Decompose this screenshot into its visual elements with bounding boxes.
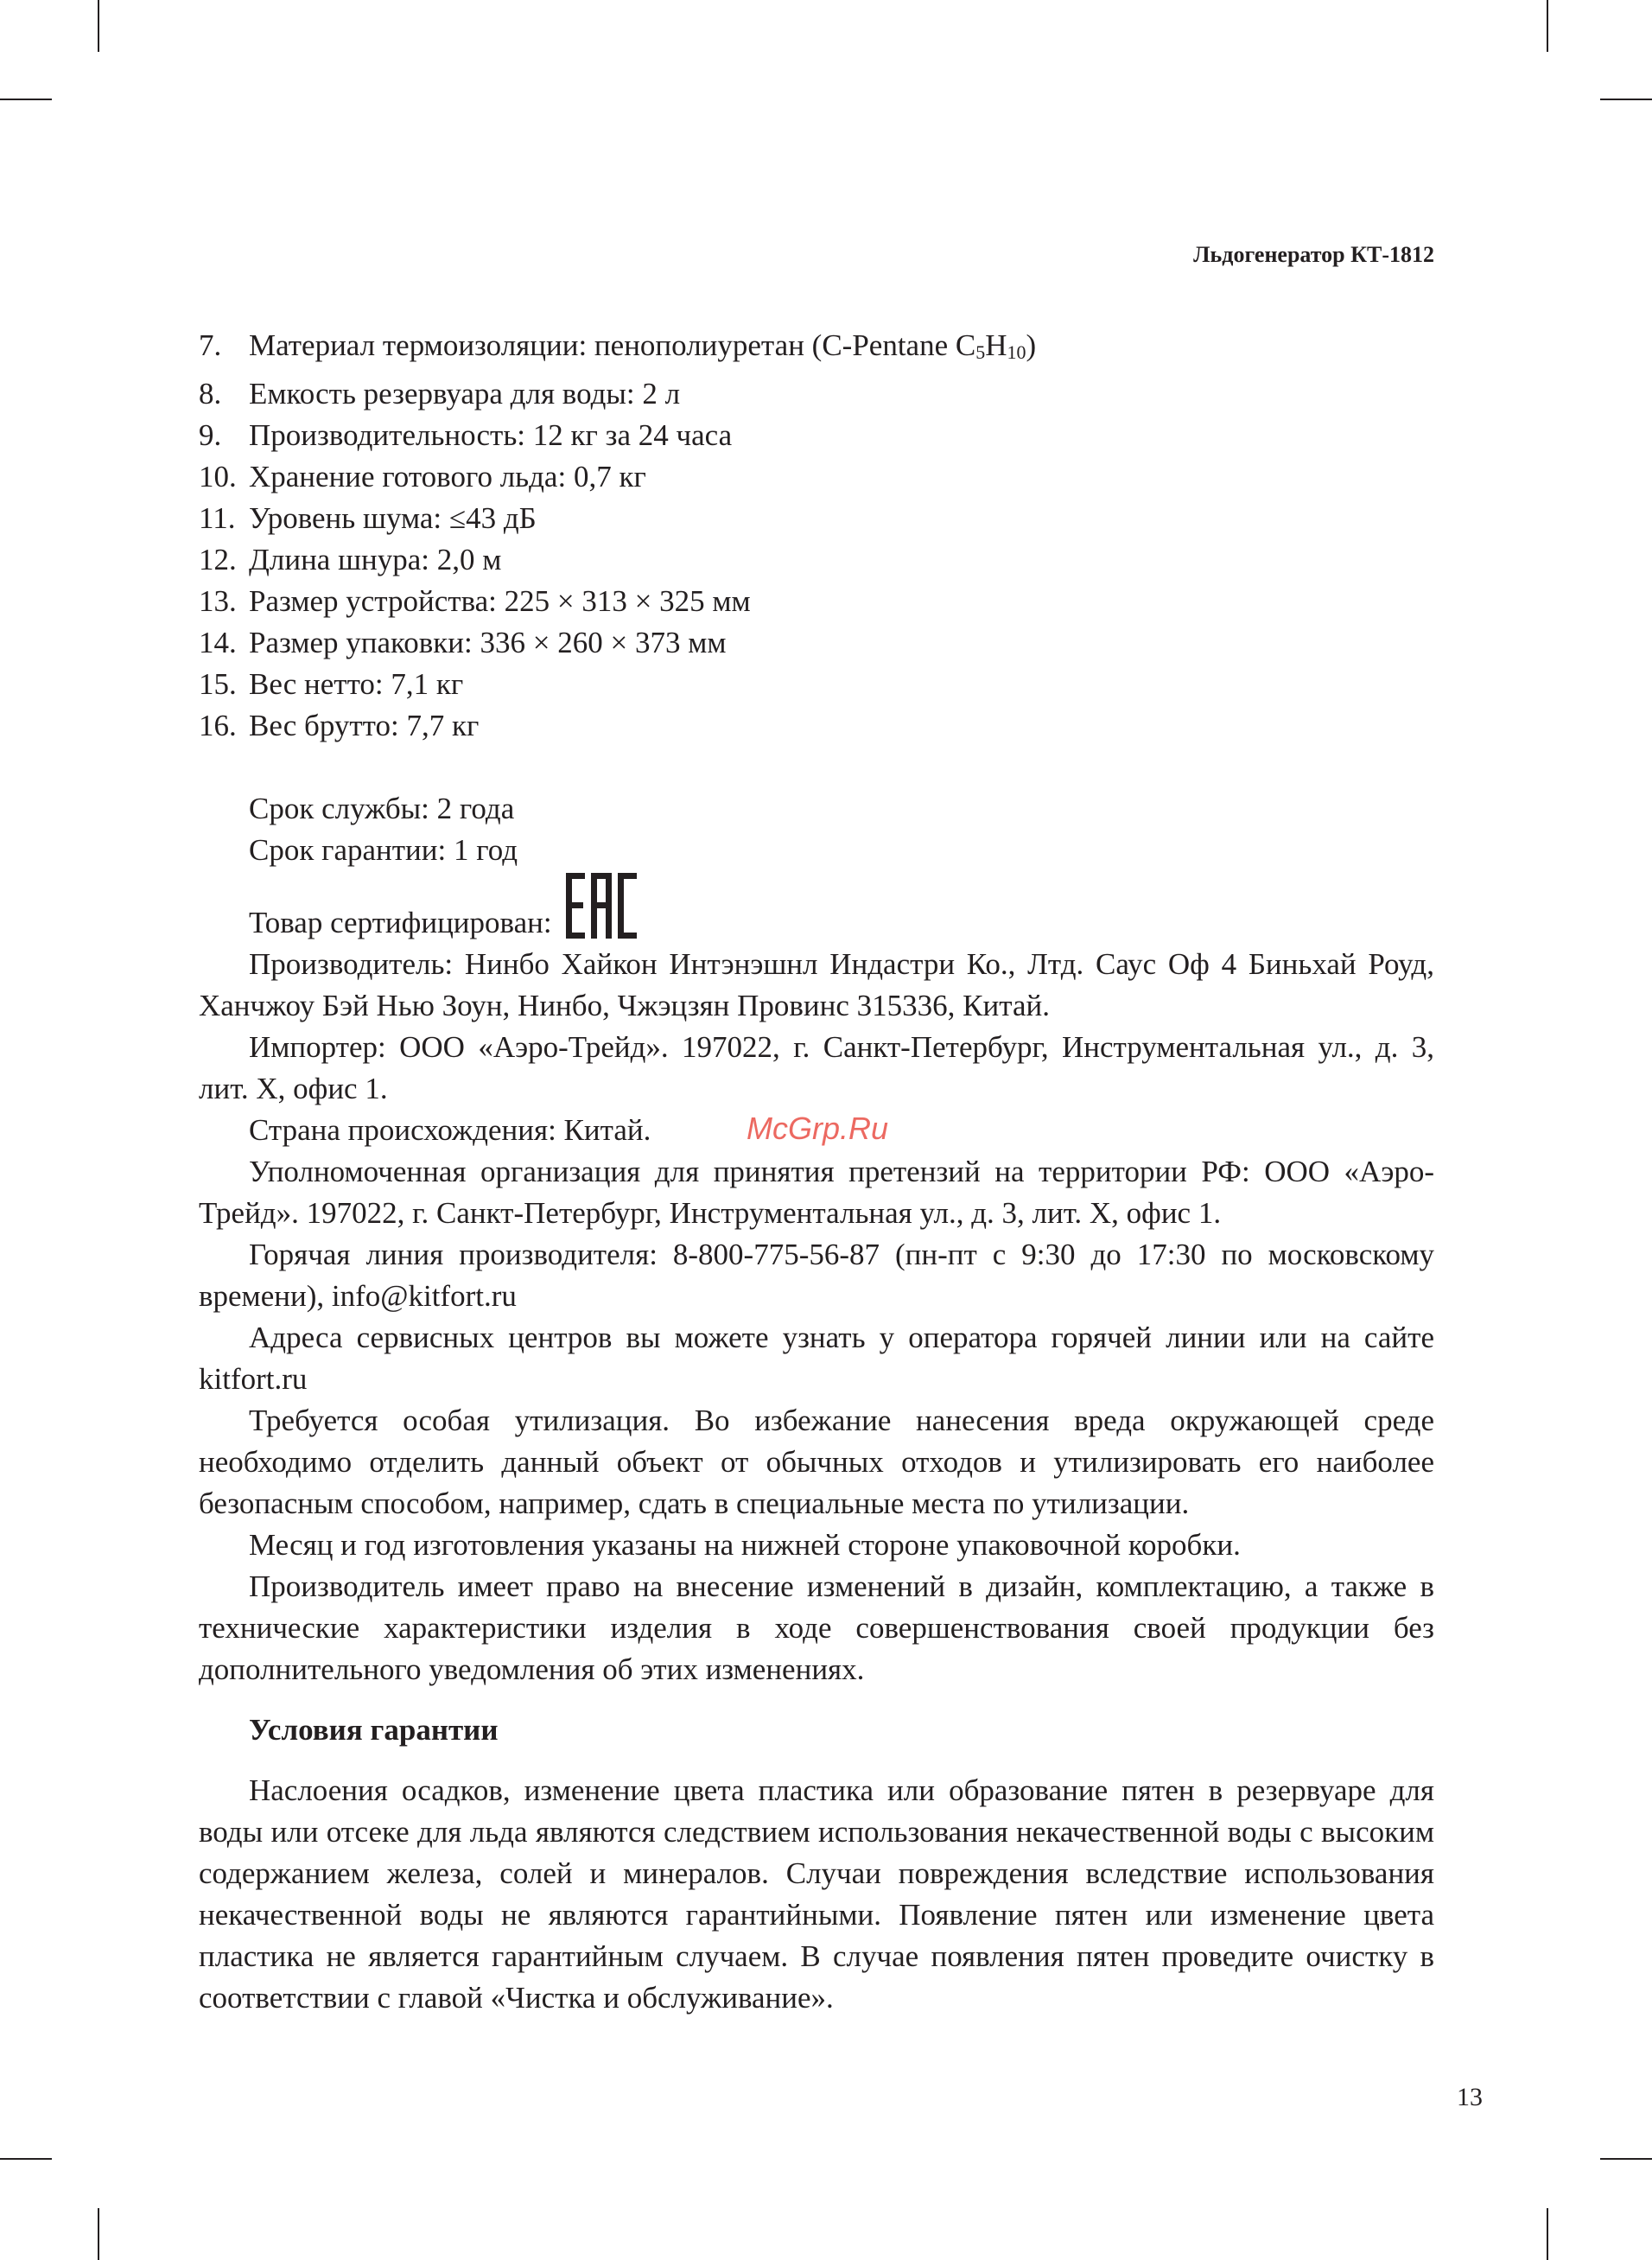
formula-subscript: 5 [975,341,986,363]
eac-logo-icon [566,871,637,940]
certification-line [199,871,1434,944]
spec-item [199,539,1434,581]
crop-mark-top-right [1547,0,1548,52]
crop-mark-left-bottom [0,2158,52,2160]
manufacture-date-paragraph: Месяц и год изготовления указаны на нижней стороне упаковочной коробки. [249,1528,1241,1562]
disposal-paragraph: Требуется особая утилизация. Во избежание нанесения вреда окружающей среде необходимо отделить данный объект от обычных отходов и утилизировать его наиболее безопасным способом, например, сдать в специальные места по утилизации. [199,1404,1434,1520]
warranty-period: Срок гарантии: 1 год [249,833,518,867]
spec-text: Материал термоизоляции: пенополиуретан (C-Pentane $C_5H_{10}$) [249,328,1037,363]
crop-mark-right-top [1600,99,1652,100]
spec-item [199,325,1434,373]
formula-close: ) [1026,328,1037,362]
spec-number: 12. [199,543,237,576]
spec-number: 15. [199,667,237,701]
watermark: McGrp.Ru [747,1111,889,1146]
spacer [199,747,1434,788]
spec-number: 9. [199,418,222,452]
spec-text: Хранение готового льда: 0,7 кг [249,460,646,493]
spec-item [199,705,1434,747]
spec-text: Емкость резервуара для воды: 2 л [249,377,681,411]
spec-text: Длина шнура: 2,0 м [249,543,502,576]
hotline-paragraph: Горячая линия производителя: 8-800-775-56-87 (пн-пт с 9:30 до 17:30 по московскому времени), info@kitfort.ru [199,1238,1434,1313]
certified-label: Товар сертифицирован: [249,906,552,939]
spec-number: 10. [199,460,237,493]
spec-text: Вес нетто: 7,1 кг [249,667,464,701]
importer-paragraph: Импортер: ООО «Аэро-Трейд». 197022, г. Санкт-Петербург, Инструментальная ул., д. 3, лит. Х, офис 1. [199,1030,1434,1105]
spec-text: Производительность: 12 кг за 24 часа [249,418,733,452]
service-centers-paragraph: Адреса сервисных центров вы можете узнать у оператора горячей линии или на сайте kitfort.ru [199,1321,1434,1396]
warranty-section-title: Условия гарантии [249,1713,499,1747]
spec-item [199,373,1434,415]
page-content [199,325,1434,2019]
spec-text: Размер устройства: 225 × 313 × 325 мм [249,584,751,618]
spec-item [199,456,1434,498]
crop-mark-left-top [0,99,52,100]
authorized-org-paragraph: Уполномоченная организация для принятия претензий на территории РФ: ООО «Аэро-Трейд». 197022, г. Санкт-Петербург, Инструментальная ул., д. 3, лит. Х, офис 1. [199,1155,1434,1230]
crop-mark-bottom-right [1547,2208,1548,2260]
spec-number: 14. [199,626,237,659]
crop-mark-right-bottom [1600,2158,1652,2160]
formula-subscript: 10 [1007,341,1026,363]
formula-element: H [985,328,1007,362]
spec-item [199,498,1434,539]
spec-item [199,664,1434,705]
spec-number: 8. [199,377,222,411]
spec-number: 7. [199,328,222,362]
origin-paragraph: Страна происхождения: Китай. [249,1113,651,1147]
page-number: 13 [1457,2083,1483,2111]
spec-text: Размер упаковки: 336 × 260 × 373 мм [249,626,727,659]
spec-item [199,622,1434,664]
spec-number: 16. [199,709,237,742]
spec-text: Вес брутто: 7,7 кг [249,709,480,742]
spec-list [199,325,1434,747]
service-life: Срок службы: 2 года [249,792,515,825]
spec-text: Уровень шума: ≤43 дБ [249,501,537,535]
spec-number: 11. [199,501,236,535]
spec-item [199,581,1434,622]
crop-mark-top-left [98,0,99,52]
changes-paragraph: Производитель имеет право на внесение изменений в дизайн, комплектацию, а также в технические характеристики изделия в ходе совершенствования своей продукции без дополнительного уведомления об этих изменениях. [199,1569,1434,1686]
spec-number: 13. [199,584,237,618]
running-header-title: Льдогенератор КТ-1812 [1193,242,1434,267]
spec-item [199,415,1434,456]
manufacturer-paragraph: Производитель: Нинбо Хайкон Интэнэшнл Индастри Ко., Лтд. Саус Оф 4 Биньхай Роуд, Ханчжоу Бэй Нью Зоун, Нинбо, Чжэцзян Провинс 315336, Китай. [199,947,1434,1022]
crop-mark-bottom-left [98,2208,99,2260]
warranty-conditions-paragraph: Наслоения осадков, изменение цвета пластика или образование пятен в резервуаре для воды или отсеке для льда являются следствием использования некачественной воды с высоким содержанием железа, солей и минералов. Случаи повреждения вследствие использования некачественной воды не являются гарантийными. Появление пятен или изменение цвета пластика не является гарантийным случаем. В случае появления пятен проведите очистку в соответствии с главой «Чистка и обслуживание». [199,1773,1434,2015]
